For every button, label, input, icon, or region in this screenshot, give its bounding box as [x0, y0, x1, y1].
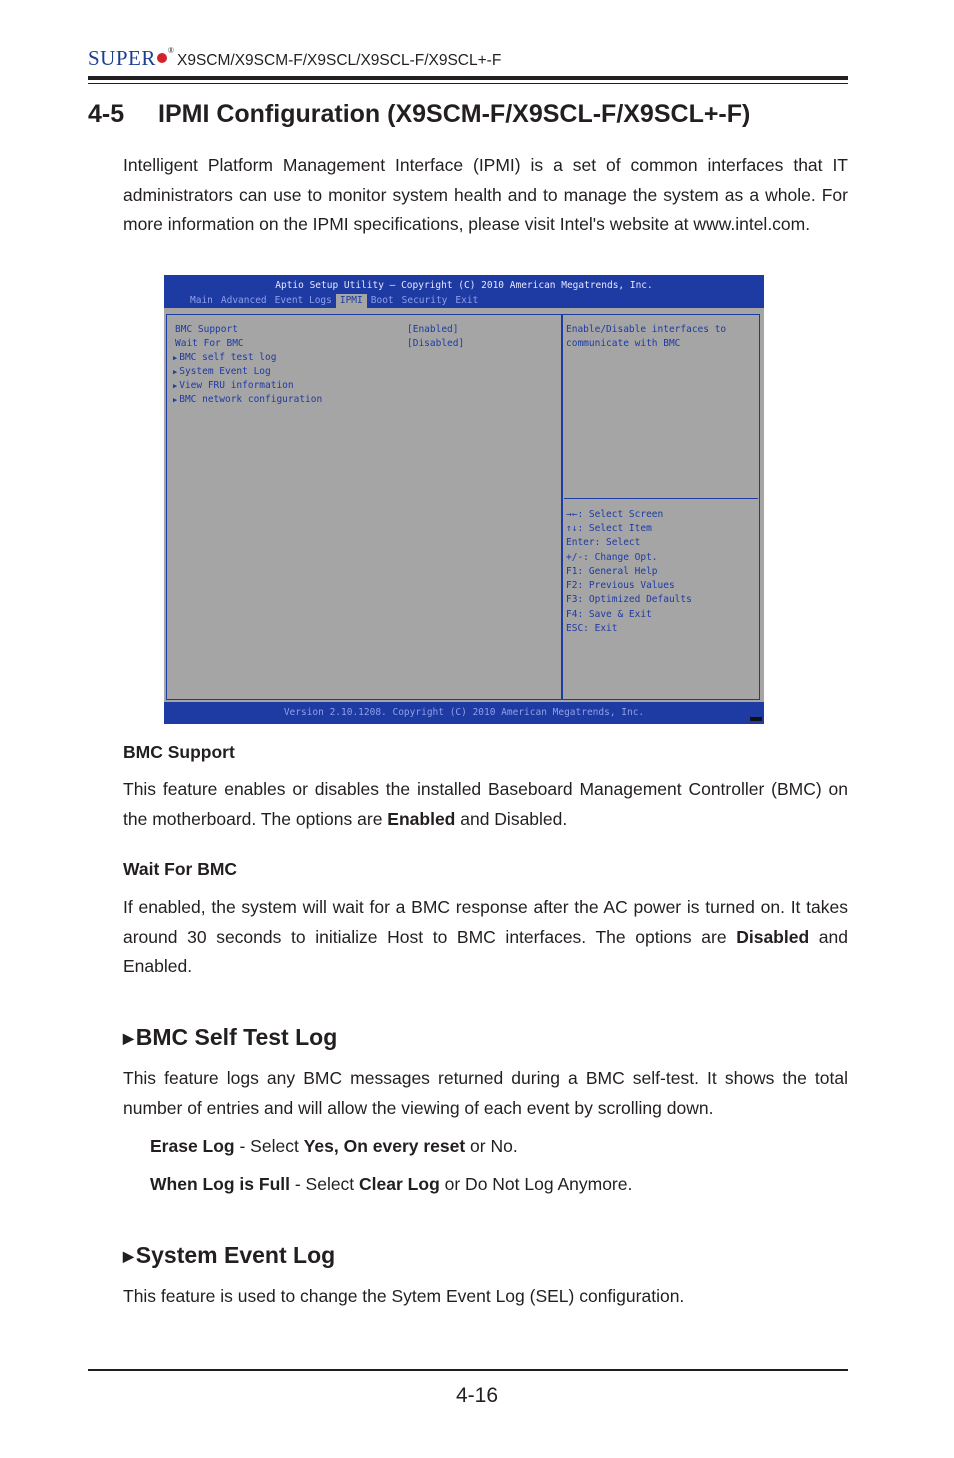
wait-for-bmc-paragraph	[123, 893, 848, 982]
brand-logo	[88, 46, 174, 71]
bios-help-text: Enable/Disable interfaces to	[566, 324, 727, 335]
bios-submenu-bmc-self-test-log[interactable]: ▶ BMC self test log	[173, 351, 276, 365]
brand-name: SUPER	[88, 46, 156, 70]
bmc-self-test-log-title: BMC Self Test Log	[135, 1024, 338, 1050]
system-event-log-paragraph: This feature is used to change the Sytem Event Log (SEL) configuration.	[123, 1286, 685, 1306]
section-title	[88, 100, 750, 129]
wait-for-bmc-heading: Wait For BMC	[123, 859, 238, 879]
bios-tab-exit[interactable]: Exit	[455, 295, 479, 306]
bmc-support-text: This feature enables or disables the installed Baseboard Management Controller (BMC) on the motherboard. The options are	[123, 779, 848, 829]
when-log-is-full-end: or Do Not Log Anymore.	[439, 1174, 633, 1194]
bios-key-hint: →←: Select Screen	[566, 509, 664, 520]
erase-log-end: or No.	[465, 1136, 518, 1156]
system-event-log-heading	[123, 1242, 335, 1269]
bios-key-hint: F2: Previous Values	[566, 580, 675, 591]
bios-tab-bar	[186, 294, 482, 308]
triangle-right-icon: ▶	[123, 1030, 134, 1046]
bios-value-wait-for-bmc[interactable]: [Disabled]	[407, 338, 465, 349]
page-number: 4-16	[455, 1384, 499, 1407]
bios-tab-event-logs[interactable]: Event Logs	[274, 295, 332, 306]
bios-key-hint: ESC: Exit	[566, 623, 618, 634]
bios-tab-main[interactable]: Main	[190, 295, 213, 306]
section-number: 4-5	[88, 100, 125, 128]
bmc-self-test-log-paragraph: This feature logs any BMC messages returned during a BMC self-test. It shows the total number of entries and will allow the viewing of each event by scrolling down.	[123, 1068, 848, 1118]
bios-submenu-view-fru-information[interactable]: ▶ View FRU information	[173, 379, 294, 393]
header-rule-thick	[88, 76, 848, 80]
bios-item-bmc-support[interactable]: BMC Support	[175, 324, 238, 335]
triangle-right-icon: ▶	[123, 1248, 134, 1264]
bios-key-hint: F3: Optimized Defaults	[566, 594, 692, 605]
bios-help-text: communicate with BMC	[566, 338, 681, 349]
bios-body	[164, 308, 764, 702]
bios-tab-ipmi[interactable]: IPMI	[336, 294, 367, 308]
bmc-support-heading: BMC Support	[123, 742, 235, 762]
erase-log-label: Erase Log	[150, 1136, 235, 1156]
bios-submenu-system-event-log[interactable]: ▶ System Event Log	[173, 365, 271, 379]
header-rule-thin	[88, 83, 848, 84]
bmc-support-text-end: and Disabled.	[455, 808, 568, 829]
bios-tab-boot[interactable]: Boot	[370, 295, 394, 306]
bios-help-panel	[562, 314, 760, 700]
erase-log-mid: - Select	[234, 1136, 304, 1156]
wait-for-bmc-default: Disabled	[736, 926, 810, 947]
bios-key-hint: ↑↓: Select Item	[566, 523, 652, 534]
model-list: X9SCM/X9SCM-F/X9SCL/X9SCL-F/X9SCL+-F	[177, 52, 502, 69]
bios-key-hint: F4: Save & Exit	[566, 609, 652, 620]
bios-submenu-bmc-network-configuration[interactable]: ▶ BMC network configuration	[173, 393, 322, 407]
brand-dot-icon	[157, 53, 167, 63]
footer-rule	[88, 1369, 848, 1371]
bmc-support-default: Enabled	[387, 808, 456, 829]
bios-title: Aptio Setup Utility – Copyright (C) 2010 American Megatrends, Inc.	[275, 280, 653, 291]
wait-for-bmc-text: If enabled, the system will wait for a BMC response after the AC power is turned on. It takes around 30 seconds to initialize Host to BMC interfaces. The options are	[123, 897, 848, 947]
bios-version-footer: Version 2.10.1208. Copyright (C) 2010 American Megatrends, Inc.	[283, 707, 645, 718]
bios-key-hint: Enter: Select	[566, 537, 641, 548]
bios-key-hint: F1: General Help	[566, 566, 658, 577]
erase-log-default: Yes, On every reset	[303, 1136, 466, 1156]
when-log-is-full-default: Clear Log	[359, 1174, 440, 1194]
bios-tab-advanced[interactable]: Advanced	[220, 295, 267, 306]
section-title-text: IPMI Configuration (X9SCM-F/X9SCL-F/X9SCL+-F)	[158, 100, 751, 128]
bios-key-hint: +/-: Change Opt.	[566, 552, 658, 563]
bios-tab-security[interactable]: Security	[401, 295, 448, 306]
bmc-support-paragraph	[123, 775, 848, 834]
bios-value-bmc-support[interactable]: [Enabled]	[407, 324, 459, 335]
bios-screenshot	[164, 275, 764, 724]
intro-paragraph: Intelligent Platform Management Interface (IPMI) is a set of common interfaces that IT administrators can use to monitor system health and to manage the system as a whole. For more information on the IPMI specifications, please visit Intel's website at www.intel.com.	[123, 155, 848, 234]
bmc-self-test-log-heading	[123, 1024, 337, 1051]
when-log-is-full-mid: - Select	[289, 1174, 360, 1194]
erase-log-option	[150, 1136, 518, 1157]
system-event-log-title: System Event Log	[135, 1242, 336, 1268]
bios-settings-panel	[166, 314, 562, 700]
when-log-is-full-label: When Log is Full	[150, 1174, 290, 1194]
brand-registered-mark: ®	[167, 46, 175, 55]
bios-corner-mark	[750, 717, 762, 721]
wait-for-bmc-text-end: and Enabled.	[123, 926, 848, 976]
bios-help-divider	[564, 498, 758, 499]
when-log-is-full-option	[150, 1174, 632, 1195]
bios-item-wait-for-bmc[interactable]: Wait For BMC	[175, 338, 244, 349]
